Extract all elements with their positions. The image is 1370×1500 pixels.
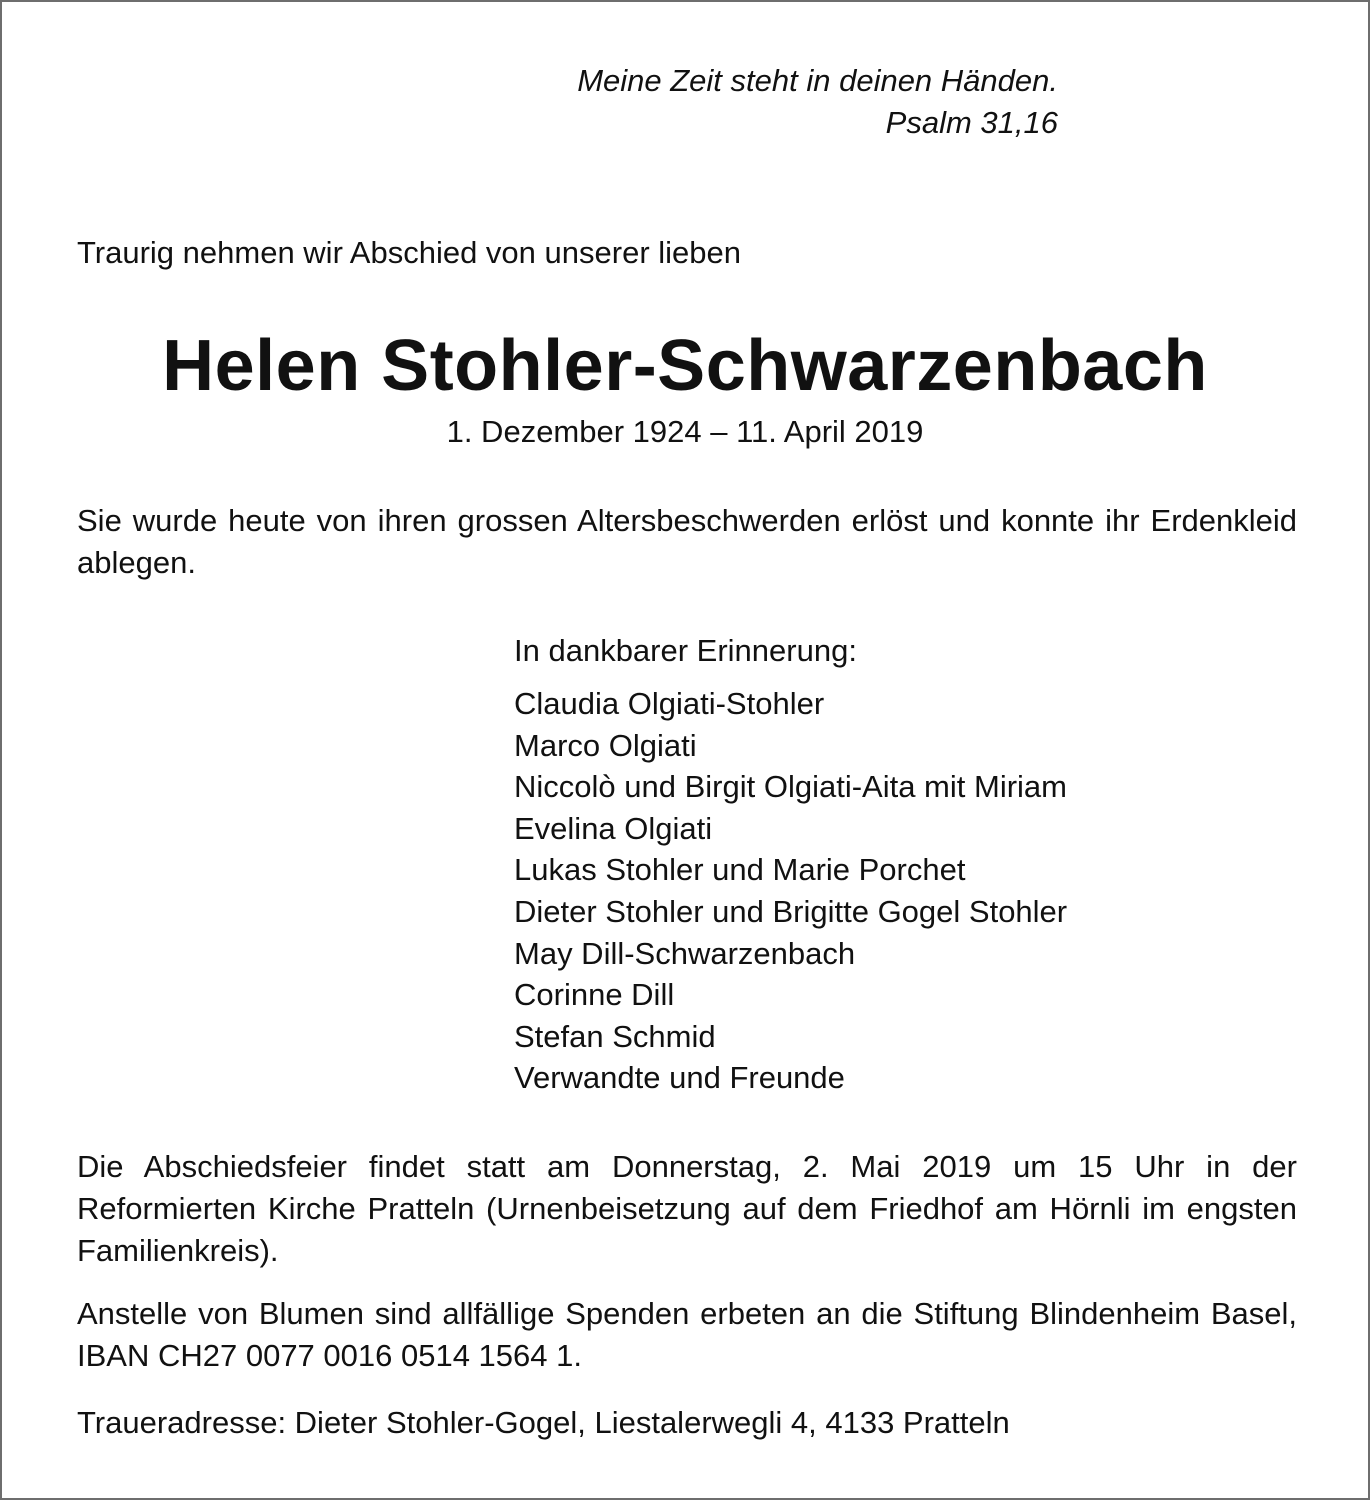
intro-text: Traurig nehmen wir Abschied von unserer lieben: [77, 235, 741, 270]
mourners-heading: In dankbarer Erinnerung:: [514, 633, 857, 668]
mourner-name: Niccolò und Birgit Olgiati-Aita mit Miriam: [514, 769, 1067, 805]
mourner-name: Verwandte und Freunde: [514, 1060, 845, 1096]
ceremony-paragraph: Die Abschiedsfeier findet statt am Donnerstag, 2. Mai 2019 um 15 Uhr in der Reformierten Kirche Pratteln (Urnenbeisetzung auf dem Friedhof am Hörnli im engsten Familienkreis).: [77, 1149, 1297, 1268]
mourner-name: Dieter Stohler und Brigitte Gogel Stohler: [514, 893, 1068, 929]
deceased-name: Helen Stohler-Schwarzenbach: [162, 326, 1208, 406]
life-dates: 1. Dezember 1924 – 11. April 2019: [446, 414, 924, 449]
mourner-name: Marco Olgiati: [514, 727, 697, 763]
verse-reference: Psalm 31,16: [885, 105, 1058, 140]
message-paragraph: Sie wurde heute von ihren grossen Altersbeschwerden erlöst und konnte ihr Erdenkleid ablegen.: [77, 503, 1297, 580]
mourner-name: Corinne Dill: [514, 977, 675, 1013]
donations-paragraph: Anstelle von Blumen sind allfällige Spenden erbeten an die Stiftung Blindenheim Basel, IBAN CH27 0077 0016 0514 1564 1.: [77, 1296, 1297, 1373]
mourner-name: Claudia Olgiati-Stohler: [514, 686, 825, 721]
bible-verse: [577, 60, 1058, 144]
mourner-name: May Dill-Schwarzenbach: [514, 935, 856, 971]
mourner-name: Evelina Olgiati: [514, 810, 713, 846]
verse-text: Meine Zeit steht in deinen Händen.: [577, 63, 1058, 98]
mourner-name: Stefan Schmid: [514, 1018, 716, 1054]
mourning-address: Traueradresse: Dieter Stohler-Gogel, Liestalerwegli 4, 4133 Pratteln: [77, 1405, 1010, 1440]
mourners-list: [514, 683, 1067, 1099]
mourner-name: Lukas Stohler und Marie Porchet: [514, 852, 966, 888]
